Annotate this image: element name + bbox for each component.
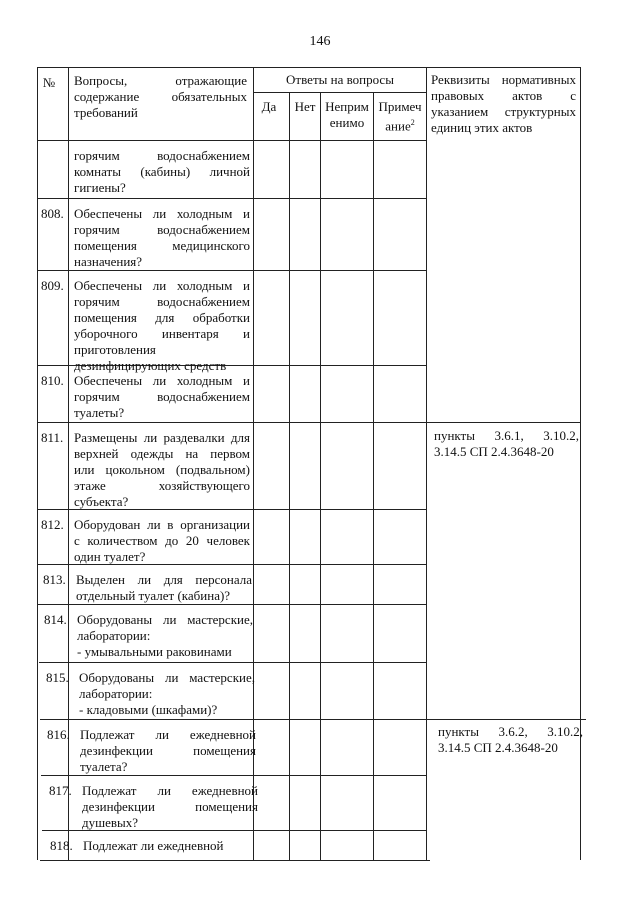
header-requisites: Реквизиты нормативных правовых актов с указанием структурных единиц этих актов [431,72,576,135]
header-note: Примеч ание$^2$ [378,99,422,134]
header-answers-title: Ответы на вопросы [286,72,394,87]
header-not-applicable: Неприм енимо [325,99,369,130]
row-border [38,604,427,605]
column-divider [426,67,427,860]
requisite-reference: пункты 3.6.2, 3.10.2, 3.14.5 СП 2.4.3648-20 [438,724,583,755]
row-number: 818. [50,838,73,853]
column-divider [373,92,374,860]
question-text: Оборудован ли в организации с количеством до 20 человек один туалет? [74,517,250,564]
answers-subheader-border [253,92,427,93]
table-bottom-border [40,860,430,861]
requisite-border [426,422,580,423]
row-border [37,422,427,423]
question-text: Подлежат ли ежедневной дезинфекции помещения туалета? [80,727,256,774]
row-number: 809. [41,278,64,293]
column-divider [320,92,321,860]
question-text: Обеспечены ли холодным и горячим водоснабжением помещения медицинского назначения? [74,206,250,269]
header-no: Нет [294,99,316,114]
page-number: 146 [309,34,331,49]
row-border [41,775,427,776]
header-bottom-border [37,140,427,141]
row-border [37,198,427,199]
row-number: 817. [49,783,72,798]
question-text: Подлежат ли ежедневной [83,838,224,853]
question-text: Оборудованы ли мастерские, лаборатории: - кладовыми (шкафами)? [79,670,255,717]
question-text: Выделен ли для персонала отдельный туалет (кабина)? [76,572,252,603]
row-number: 811. [41,430,64,445]
row-number: 816. [47,727,70,742]
column-divider [37,67,38,860]
row-number: 814. [44,612,67,627]
question-text: Обеспечены ли холодным и горячим водоснабжением туалеты? [74,373,250,420]
header-num: № [42,75,56,90]
table-top-border [37,67,580,68]
header-questions: Вопросы, отражающие содержание обязательных требований [74,73,247,120]
row-border [39,662,427,663]
question-text: горячим водоснабжением комнаты (кабины) личной гигиены? [74,148,250,195]
row-number: 815. [46,670,69,685]
column-divider [289,92,290,860]
row-border [40,719,427,720]
requisite-border [426,719,586,720]
row-number: 810. [41,373,64,388]
question-text: Оборудованы ли мастерские, лаборатории: - умывальными раковинами [77,612,253,659]
question-text: Подлежат ли ежедневной дезинфекции помещения душевых? [82,783,258,830]
header-yes: Да [261,99,277,114]
question-text: Обеспечены ли холодным и горячим водоснабжением помещения для обработки уборочного инвентаря и приготовления дезинфицирующих средств [74,278,250,373]
row-number: 813. [43,572,66,587]
row-number: 808. [41,206,64,221]
question-text: Размещены ли раздевалки для верхней одежды на первом или цокольном (подвальном) этаже хозяйствующего субъекта? [74,430,250,509]
row-number: 812. [41,517,64,532]
requisite-reference: пункты 3.6.1, 3.10.2, 3.14.5 СП 2.4.3648-20 [434,428,579,459]
row-border [37,270,427,271]
